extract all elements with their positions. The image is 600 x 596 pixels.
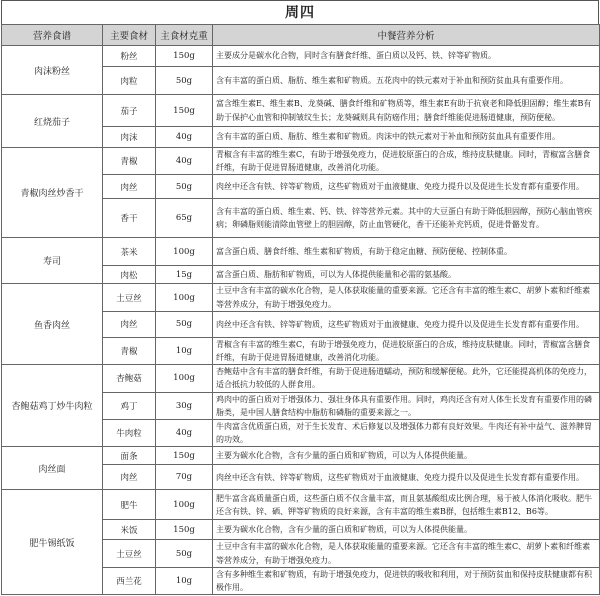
- weight-cell: 65g: [156, 199, 213, 238]
- weight-cell: 50g: [156, 67, 213, 95]
- table-row: [2, 95, 600, 127]
- weight-cell: 150g: [156, 520, 213, 540]
- analysis-cell: [213, 567, 600, 594]
- analysis-cell: [213, 520, 600, 540]
- analysis-text: 肥牛富含高质量蛋白质，这些蛋白质不仅含量丰富，而且氨基酸组成比例合理，易于被人体消化吸收。肥牛还含有铁、锌、硒、钾等矿物质的良好来源，含有丰富的维生素B群，包括维生素B12、B6等。: [216, 493, 592, 516]
- weight-cell: 50g: [156, 311, 213, 337]
- analysis-cell: [213, 175, 600, 199]
- header-analysis: 中餐营养分析: [213, 25, 600, 46]
- ingredient-cell: 肉粒: [103, 67, 156, 95]
- analysis-cell: [213, 365, 600, 392]
- analysis-text: 富含维生素E、维生素B、龙葵碱、膳食纤维和矿物质等，维生素E有助于抗衰老和降低胆固醇；维生素B有助于保护心血管和抑制皱纹生长；龙葵碱则具有防癌作用；膳食纤维能促进肠道健康，预防便秘。: [216, 99, 592, 122]
- ingredient-cell: 西兰花: [103, 567, 156, 594]
- analysis-cell: [213, 540, 600, 567]
- nutrition-table: [1, 24, 600, 595]
- analysis-cell: [213, 199, 600, 238]
- analysis-text: 含有丰富的蛋白质、脂肪、维生素和矿物质。肉沫中的铁元素对于补血和预防贫血具有重要作用。: [216, 132, 560, 142]
- analysis-text: 含有丰富的蛋白质、维生素、钙、铁、锌等营养元素。其中的大豆蛋白有助于降低胆固醇，预防心脑血管疾病；卵磷脂则能清除血管壁上的胆固醇，防止血管硬化，香干还能补充钙质，促进骨骼发育。: [216, 207, 592, 230]
- weight-cell: 10g: [156, 567, 213, 594]
- analysis-cell: [213, 46, 600, 67]
- analysis-text: 青椒含有丰富的维生素C，有助于增强免疫力，促进胶原蛋白的合成，维持皮肤健康。同时，青椒富含膳食纤维，有助于促进胃肠道健康，改善消化功能。: [216, 339, 591, 363]
- analysis-cell: [213, 337, 600, 364]
- analysis-cell: [213, 311, 600, 337]
- weight-cell: 40g: [156, 148, 213, 175]
- analysis-cell: [213, 420, 600, 447]
- weight-cell: 150g: [156, 95, 213, 127]
- analysis-text: 杏鲍菇中含有丰富的膳食纤维，有助于促进肠道蠕动，预防和缓解便秘。此外，它还能提高机体的免疫力，适合抵抗力较低的人群食用。: [216, 367, 592, 390]
- ingredient-cell: 肉丝: [103, 465, 156, 490]
- weight-cell: 50g: [156, 540, 213, 567]
- header-ingredient: 主要食材: [103, 25, 156, 46]
- analysis-text: 肉丝中还含有铁、锌等矿物质，这些矿物质对于血液健康、免疫力提升以及促进生长发育都有重要作用。: [216, 182, 584, 192]
- table-row: [2, 238, 600, 266]
- analysis-text: 主要成分是碳水化合物，同时含有膳食纤维、蛋白质以及钙、铁、锌等矿物质。: [216, 51, 496, 61]
- page-title: 周四: [1, 0, 599, 24]
- ingredient-cell: 杏鲍菇: [103, 365, 156, 392]
- analysis-text: 主要为碳水化合物，含有少量的蛋白质和矿物质，可以为人体提供能量。: [216, 451, 472, 461]
- analysis-cell: [213, 465, 600, 490]
- analysis-cell: [213, 284, 600, 311]
- analysis-text: 富含蛋白质、膳食纤维、维生素和矿物质，有助于稳定血糖、预防便秘、控制体重。: [216, 247, 512, 257]
- ingredient-cell: 香干: [103, 199, 156, 238]
- header-row: [2, 25, 600, 46]
- ingredient-cell: 土豆丝: [103, 540, 156, 567]
- weight-cell: 40g: [156, 127, 213, 148]
- weight-cell: 100g: [156, 490, 213, 520]
- header-weight: 主食材克重: [156, 25, 213, 46]
- analysis-cell: [213, 238, 600, 266]
- analysis-text: 主要为碳水化合物，含有少量的蛋白质和矿物质，可以为人体提供能量。: [216, 525, 472, 535]
- weight-cell: 70g: [156, 465, 213, 490]
- table-row: [2, 365, 600, 392]
- ingredient-cell: 鸡丁: [103, 392, 156, 419]
- dish-name: 肉丝面: [2, 447, 103, 490]
- analysis-cell: [213, 95, 600, 127]
- ingredient-cell: 粉丝: [103, 46, 156, 67]
- dish-name: 杏鲍菇鸡丁炒牛肉粒: [2, 365, 103, 447]
- dish-name: 青椒肉丝炒香干: [2, 148, 103, 238]
- ingredient-cell: 青椒: [103, 337, 156, 364]
- weight-cell: 10g: [156, 337, 213, 364]
- analysis-text: 富含蛋白质、脂肪和矿物质，可以为人体提供能量和必需的氨基酸。: [216, 270, 456, 280]
- dish-name: 寿司: [2, 238, 103, 284]
- analysis-text: 青椒含有丰富的维生素C，有助于增强免疫力，促进胶原蛋白的合成，维持皮肤健康。同时，青椒富含膳食纤维，有助于促进胃肠道健康，改善消化功能。: [216, 150, 591, 173]
- analysis-cell: [213, 266, 600, 284]
- ingredient-cell: 肉松: [103, 266, 156, 284]
- ingredient-cell: 肉丝: [103, 175, 156, 199]
- analysis-cell: [213, 447, 600, 465]
- weight-cell: 100g: [156, 238, 213, 266]
- analysis-text: 牛肉富含优质蛋白质，对于生长发育、术后修复以及增强体力都有良好效果。牛肉还有补中益气、滋养脾胃的功效。: [216, 422, 592, 445]
- ingredient-cell: 肉丝: [103, 311, 156, 337]
- dish-name: 红烧茄子: [2, 95, 103, 148]
- weight-cell: 15g: [156, 266, 213, 284]
- table-row: [2, 148, 600, 175]
- analysis-text: 鸡肉中的蛋白质对于增强体力、强壮身体具有重要作用。同时，鸡肉还含有对人体生长发育有重要作用的磷脂类，是中国人膳食结构中脂肪和磷脂的重要来源之一。: [216, 394, 592, 417]
- table-row: [2, 490, 600, 520]
- weight-cell: 30g: [156, 392, 213, 419]
- dish-name: 鱼香肉丝: [2, 284, 103, 365]
- analysis-cell: [213, 392, 600, 419]
- ingredient-cell: 茄子: [103, 95, 156, 127]
- analysis-text: 肉丝中还含有铁、锌等矿物质，这些矿物质对于血液健康、免疫力提升以及促进生长发育都有重要作用。: [216, 472, 584, 482]
- analysis-cell: [213, 490, 600, 520]
- weight-cell: 100g: [156, 365, 213, 392]
- weight-cell: 150g: [156, 46, 213, 67]
- analysis-text: 土豆中含有丰富的碳水化合物，是人体获取能量的重要来源。它还含有丰富的维生素C、胡萝卜素和纤维素等营养成分，有助于增强免疫力。: [216, 542, 591, 565]
- weight-cell: 40g: [156, 420, 213, 447]
- ingredient-cell: 米饭: [103, 520, 156, 540]
- menu-page: [1, 0, 599, 595]
- analysis-text: 肉丝中还含有铁、锌等矿物质，这些矿物质对于血液健康、免疫力提升以及促进生长发育都有重要作用。: [216, 319, 584, 329]
- dish-name: 肥牛锡纸饭: [2, 490, 103, 595]
- header-dish: 营养食谱: [2, 25, 103, 46]
- weight-cell: 150g: [156, 447, 213, 465]
- analysis-cell: [213, 127, 600, 148]
- analysis-cell: [213, 67, 600, 95]
- weight-cell: 100g: [156, 284, 213, 311]
- analysis-text: 含有丰富的蛋白质、脂肪、维生素和矿物质。五花肉中的铁元素对于补血和预防贫血具有重要作用。: [216, 75, 568, 85]
- ingredient-cell: 面条: [103, 447, 156, 465]
- ingredient-cell: 土豆丝: [103, 284, 156, 311]
- dish-name: 肉沫粉丝: [2, 46, 103, 95]
- ingredient-cell: 肉沫: [103, 127, 156, 148]
- table-row: [2, 284, 600, 311]
- analysis-text: 土豆中含有丰富的碳水化合物，是人体获取能量的重要来源。它还含有丰富的维生素C、胡萝卜素和纤维素等营养成分，有助于增强免疫力。: [216, 286, 591, 309]
- ingredient-cell: 茶米: [103, 238, 156, 266]
- analysis-text: 含有多种维生素和矿物质，有助于增强免疫力，促进铁的吸收和利用，对于预防贫血和保持皮肤健康都有积极作用。: [216, 569, 592, 593]
- table-row: [2, 447, 600, 465]
- ingredient-cell: 牛肉粒: [103, 420, 156, 447]
- analysis-cell: [213, 148, 600, 175]
- ingredient-cell: 青椒: [103, 148, 156, 175]
- table-row: [2, 46, 600, 67]
- ingredient-cell: 肥牛: [103, 490, 156, 520]
- weight-cell: 50g: [156, 175, 213, 199]
